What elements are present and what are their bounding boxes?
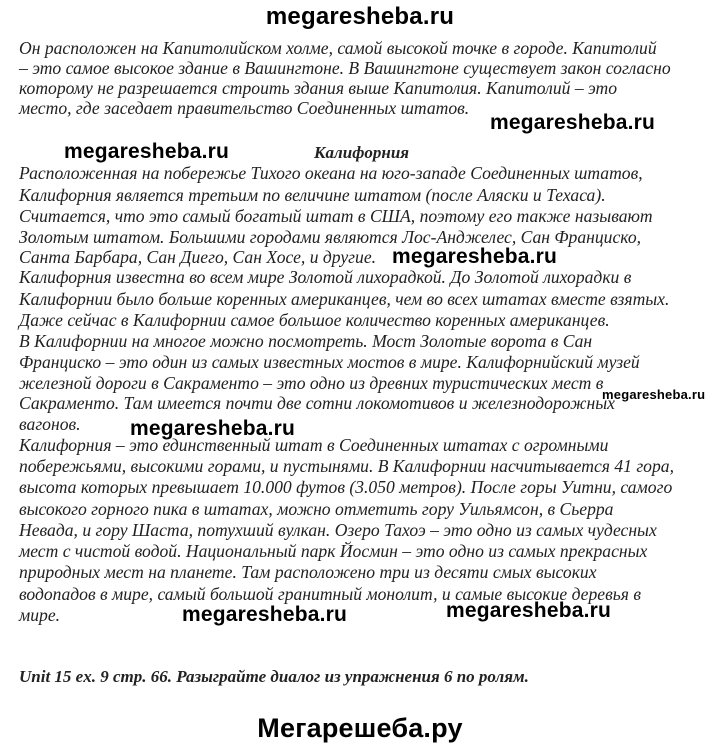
text-line: побережьями, высокими горами, и пустынями. В Калифорнии насчитывается 41 гора, — [19, 456, 674, 476]
text-line: Сакраменто. Там имеется почти две сотни локомотивов и железнодорожных — [19, 393, 615, 413]
text-line: Золотым штатом. Большими городами являются Лос-Анджелес, Сан Франциско, — [19, 227, 642, 247]
text-line: Калифорния – это единственный штат в Соединенных штатах с огромными — [19, 435, 609, 455]
text-line: мест с чистой водой. Национальный парк Йосмин – это одно из самых прекрасных — [19, 541, 648, 561]
text-line: Расположенная на побережье Тихого океана на юго-западе Соединенных штатов, — [19, 163, 643, 183]
section-heading: Калифорния — [314, 143, 410, 162]
text-line: Франциско – это один из самых известных мостов в мире. Калифорнийский музей — [19, 352, 640, 372]
text-line: Калифорния известна во всем мире Золотой лихорадкой. До Золотой лихорадки в — [19, 267, 632, 287]
watermark: megaresheba.ru — [182, 603, 348, 626]
watermark: megaresheba.ru — [490, 111, 656, 134]
task-instruction: Unit 15 ex. 9 стр. 66. Разыграйте диалог из упражнения 6 по ролям. — [19, 667, 529, 686]
text-line: Он расположен на Капитолийском холме, самой высокой точке в городе. Капитолий — [19, 38, 657, 58]
watermark: megaresheba.ru — [446, 599, 612, 622]
text-line: природных мест на планете. Там расположено три из десяти смых высоких — [19, 562, 597, 582]
text-line: высокого горного пика в штатах, можно отметить гору Уильямсон, в Сьерра — [19, 499, 614, 519]
text-line: Даже сейчас в Калифорнии самое большое количество коренных американцев. — [19, 310, 610, 330]
text-line: – это самое высокое здание в Вашингтоне. В Вашингтоне существует закон согласно — [19, 58, 671, 78]
text-line: В Калифорнии на многое можно посмотреть. Мост Золотые ворота в Сан — [19, 331, 593, 351]
watermark-footer: Мегарешеба.ру — [257, 713, 463, 743]
text-line: вагонов. — [19, 414, 81, 434]
text-line: Невада, и гору Шаста, потухший вулкан. Озеро Тахоэ – это одно из самых чудесных — [19, 520, 657, 540]
text-line: которому не разрешается строить здания выше Капитолия. Капитолий – это — [19, 78, 618, 98]
watermark: megaresheba.ru — [392, 245, 558, 268]
watermark-small: megaresheba.ru — [602, 387, 706, 402]
watermark-top: megaresheba.ru — [265, 3, 455, 30]
text-line: железной дороги в Сакраменто – это одно из древних туристических мест в — [19, 373, 604, 393]
text-line: водопадов в мире, самый большой гранитный монолит, и самые высокие деревья в — [19, 584, 641, 604]
text-line: место, где заседает правительство Соединенных штатов. — [19, 98, 470, 118]
text-line: Считается, что это самый богатый штат в США, поэтому его также называют — [19, 206, 653, 226]
watermark: megaresheba.ru — [130, 417, 296, 440]
text-line: Санта Барбара, Сан Диего, Сан Хосе, и другие. — [19, 247, 377, 267]
text-line: высота которых превышает 10.000 футов (3.050 метров). После горы Уитни, самого — [19, 477, 673, 497]
text-line: Калифорнии было больше коренных американцев, чем во всех штатах вместе взятых. — [19, 289, 670, 309]
text-line: мире. — [19, 605, 61, 625]
text-line: Калифорния является третьим по величине штатом (после Аляски и Техаса). — [19, 185, 606, 205]
watermark: megaresheba.ru — [64, 140, 230, 163]
